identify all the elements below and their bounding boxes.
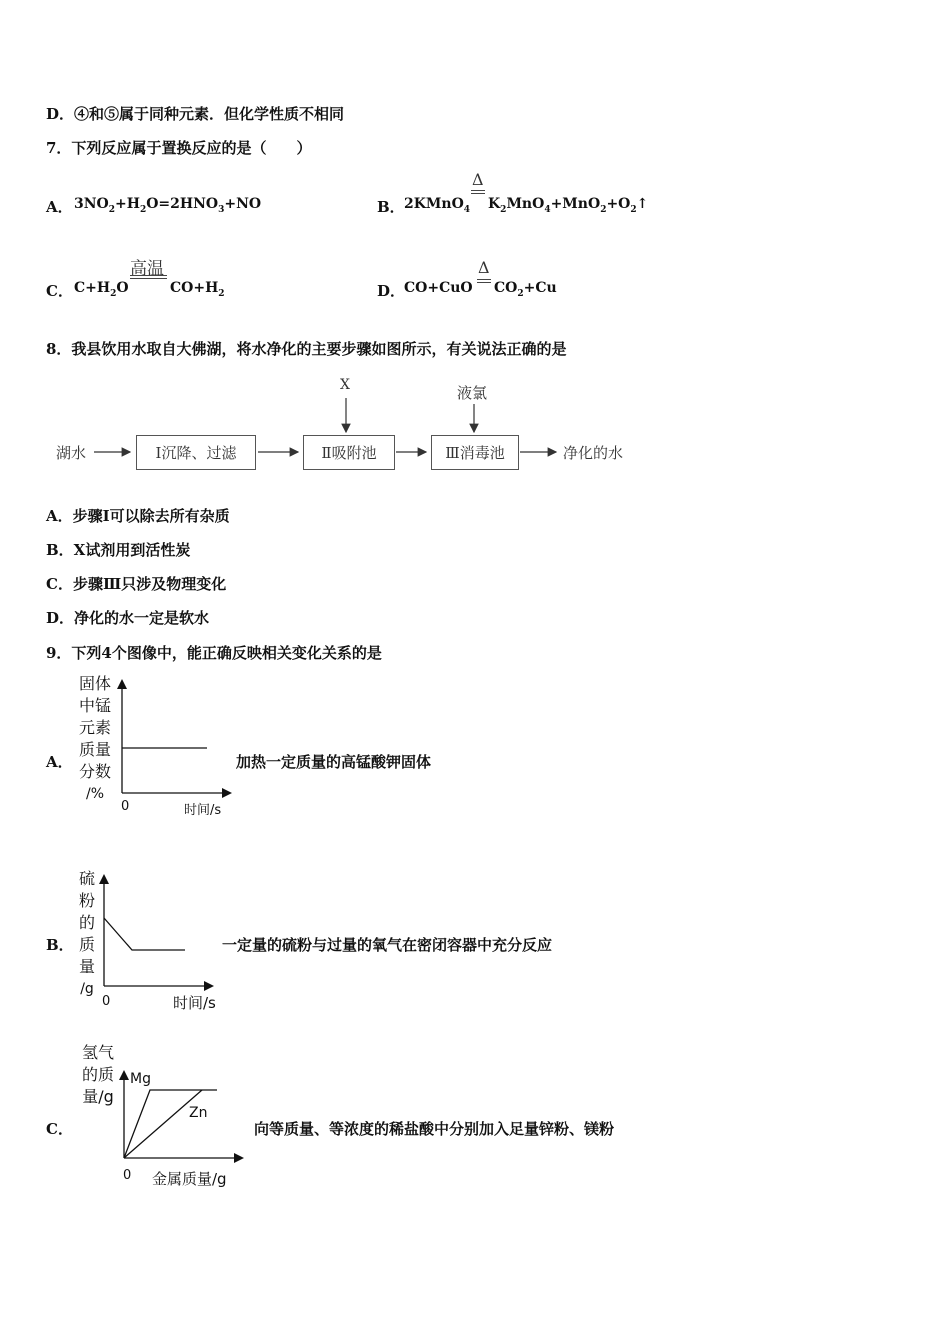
graph-b-label: B．	[46, 936, 74, 954]
q7-option-b-reactant: 2KMnO$_4$	[404, 196, 471, 215]
graph-c-plot	[112, 1040, 252, 1170]
graph-c-description: 向等质量、等浓度的稀盐酸中分别加入足量锌粉、镁粉	[254, 1120, 615, 1138]
flow-end: 净化的水	[563, 444, 624, 462]
graph-b-y-arrow	[99, 874, 109, 884]
graph-c-series-mg-label: Mg	[130, 1071, 151, 1087]
graph-a-x-arrow	[222, 788, 232, 798]
graph-a-plot	[110, 675, 240, 805]
q8-option-c: C．步骤Ⅲ只涉及物理变化	[46, 575, 227, 593]
q7-option-c-products: $CO+H_2$	[170, 280, 225, 299]
q7-option-d-label: D．	[377, 282, 406, 300]
flow-input-x: X	[340, 377, 350, 393]
q8-stem: 8．我县饮用水取自大佛湖，将水净化的主要步骤如图所示，有关说法正确的是	[46, 340, 567, 358]
graph-c-label: C．	[46, 1120, 73, 1138]
q7-option-c-label: C．	[46, 282, 73, 300]
graph-c-ylabel: 氢气 的质 量/g	[81, 1043, 114, 1106]
graph-c-origin: 0	[123, 1168, 132, 1183]
graph-a-ylabel: 固体 中锰 元素 质量 分数 /%	[78, 674, 111, 802]
q7-option-d-condition: Δ	[478, 258, 490, 277]
q7-stem: 7．下列反应属于置换反应的是（ ）	[46, 139, 312, 157]
q8-flow-arrows	[0, 0, 950, 500]
q8-option-d: D．净化的水一定是软水	[46, 609, 210, 627]
graph-a-xlabel: 时间/s	[184, 803, 222, 818]
graph-b-ylabel: 硫 粉 的 质 量 /g	[78, 869, 95, 997]
q7-option-b-products: $K_2MnO_4+MnO_2+O_2↑$	[488, 196, 649, 215]
graph-b-origin: 0	[102, 994, 111, 1009]
q7-option-c-condition: 高温	[130, 259, 164, 279]
graph-a-y-arrow	[117, 679, 127, 689]
graph-b-x-arrow	[204, 981, 214, 991]
graph-b-description: 一定量的硫粉与过量的氧气在密闭容器中充分反应	[222, 936, 553, 954]
flow-step2-box: Ⅱ吸附池	[303, 435, 395, 470]
q7-option-b-condition: Δ	[472, 170, 484, 189]
graph-c-series-mg	[124, 1090, 217, 1158]
q6-option-d: D．④和⑤属于同种元素．但化学性质不相同	[46, 105, 345, 123]
q9-stem: 9．下列4个图像中，能正确反映相关变化关系的是	[46, 644, 382, 662]
q8-option-a: A．步骤Ⅰ可以除去所有杂质	[46, 507, 230, 525]
graph-c-x-arrow	[234, 1153, 244, 1163]
graph-a-origin: 0	[121, 799, 130, 814]
flow-step1-box: Ⅰ沉降、过滤	[136, 435, 256, 470]
graph-b-xlabel: 时间/s	[173, 994, 216, 1012]
graph-a-label: A．	[46, 753, 73, 771]
q7-option-b-label: B．	[377, 198, 405, 216]
graph-b-series-line	[104, 918, 185, 950]
graph-c-series-zn	[124, 1090, 202, 1158]
flow-start: 湖水	[56, 444, 87, 462]
q8-option-b: B．X试剂用到活性炭	[46, 541, 191, 559]
flow-step3-box: Ⅲ消毒池	[431, 435, 519, 470]
flow-input-chlorine: 液氯	[457, 384, 488, 402]
graph-c-series-zn-label: Zn	[189, 1105, 208, 1121]
q7-option-d-products: $CO_2+Cu$	[494, 280, 557, 299]
graph-b-plot	[92, 868, 222, 993]
q7-option-d-reactant: CO+CuO	[404, 280, 473, 296]
graph-a-description: 加热一定质量的高锰酸钾固体	[236, 753, 432, 771]
graph-c-xlabel: 金属质量/g	[152, 1170, 227, 1188]
q7-option-c-reactant: $C+H_2O$	[74, 280, 129, 299]
q7-option-a-label: A．	[46, 198, 73, 216]
q7-option-a-equation: $3NO_2+H_2O=2HNO_3+NO$	[74, 196, 262, 215]
graph-c-y-arrow	[119, 1070, 129, 1080]
